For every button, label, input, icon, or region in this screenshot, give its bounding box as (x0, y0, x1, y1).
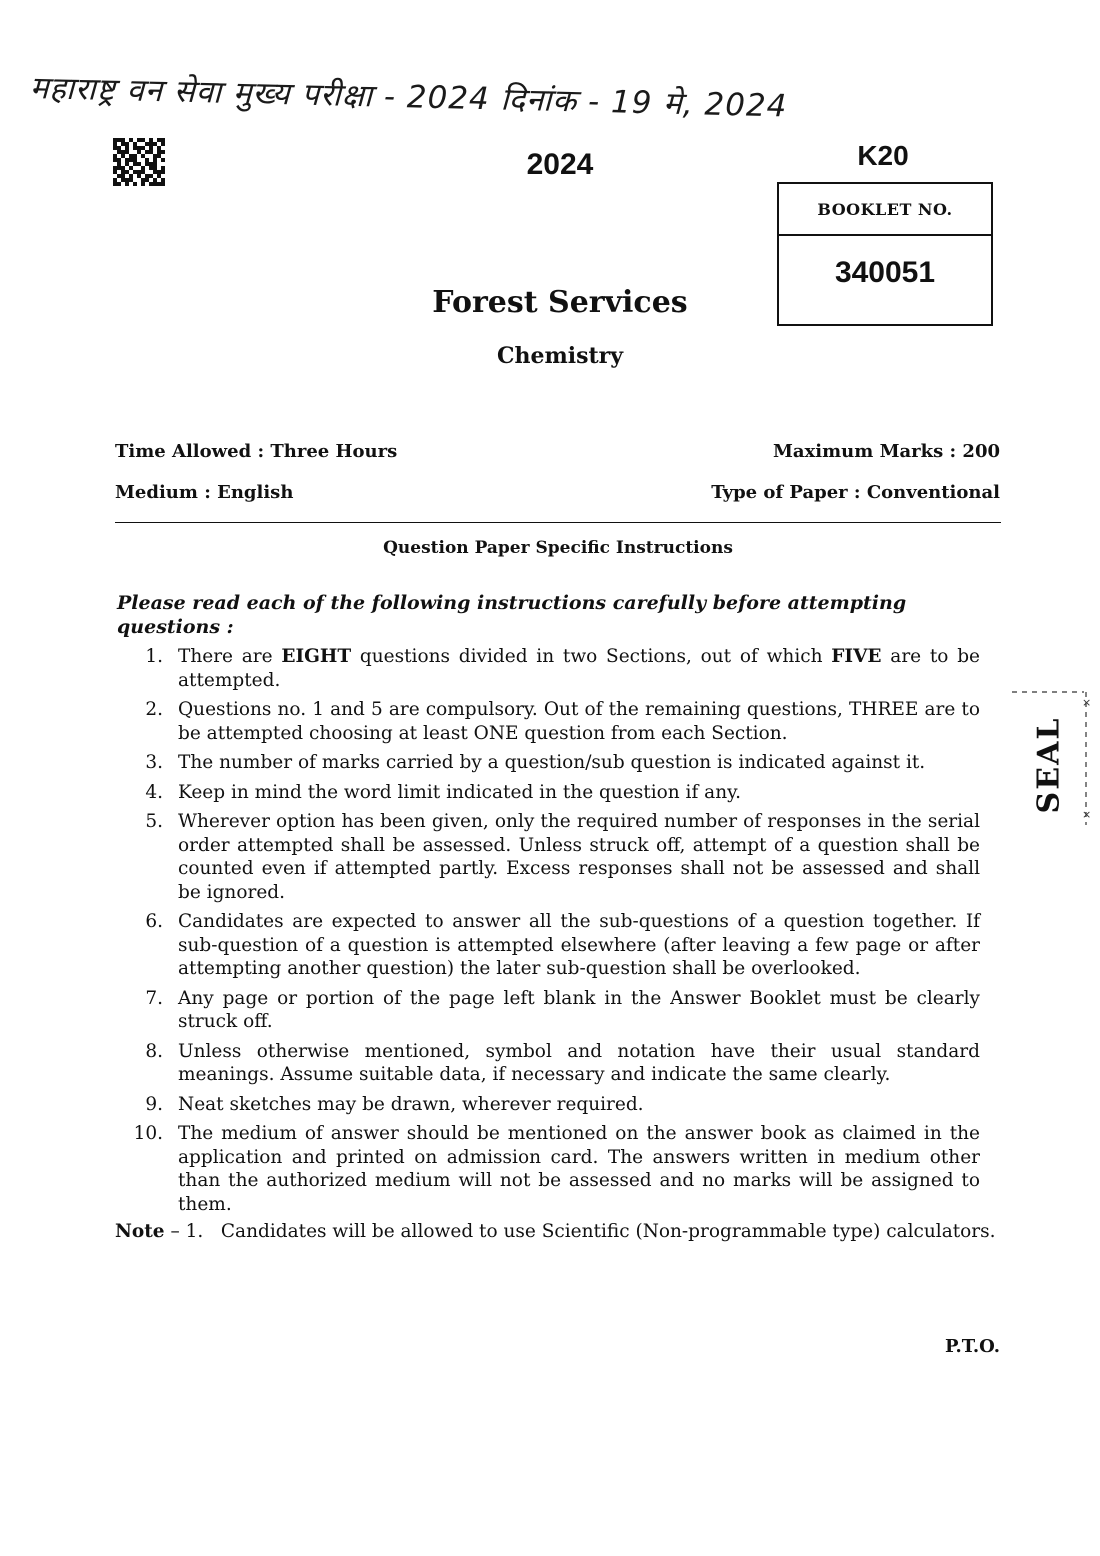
paper-code: K20 (857, 140, 909, 171)
maximum-marks: Maximum Marks : 200 (772, 441, 1000, 462)
exam-title: Forest Services (432, 285, 688, 320)
instructions-list (130, 645, 990, 1222)
medium: Medium : English (115, 482, 294, 503)
booklet-number: 340051 (834, 256, 936, 289)
list-item: 2. Questions no. 1 and 5 are compulsory. Out of the remaining questions, THREE are to be attempted choosing at least ONE question from each Section. (145, 699, 980, 744)
subject-title: Chemistry (496, 343, 624, 369)
list-item: 7. Any page or portion of the page left blank in the Answer Booklet must be clearly struck off. (145, 987, 980, 1032)
calculator-note: Note – 1. Candidates will be allowed to use Scientific (Non-programmable type) calculators. (115, 1221, 996, 1242)
time-allowed: Time Allowed : Three Hours (115, 441, 398, 462)
header-divider (115, 522, 1001, 523)
instructions-intro: Please read each of the following instructions carefully before attempting questions : (117, 592, 907, 638)
list-item: 6. Candidates are expected to answer all the sub-questions of a question together. If sub-question of a question is attempted elsewhere (after leaving a few page or after attempting another question) the later sub-question shall be overlooked. (145, 911, 980, 979)
list-item: 9. Neat sketches may be drawn, wherever required. (145, 1093, 644, 1115)
seal-mark (1023, 690, 1075, 840)
svg-text:×: × (1082, 808, 1092, 821)
handwritten-exam-note: महाराष्ट्र वन सेवा मुख्य परीक्षा - 2024 दिनांक - 19 मे, 2024 (29, 70, 788, 125)
qr-code-icon (113, 137, 165, 187)
list-item: 1. There are EIGHT questions divided in two Sections, out of which FIVE are to be attempted. (145, 646, 980, 691)
exam-year: 2024 (526, 148, 594, 181)
note-text: Candidates will be allowed to use Scientific (Non-programmable type) calculators. (220, 1221, 996, 1242)
note-label: Note (115, 1221, 165, 1242)
list-item: 4. Keep in mind the word limit indicated in the question if any. (145, 781, 742, 803)
list-item: 8. Unless otherwise mentioned, symbol and notation have their usual standard meanings. Assume suitable data, if necessary and indicate the same clearly. (145, 1040, 980, 1085)
booklet-label: BOOKLET NO. (779, 184, 991, 236)
svg-text:×: × (1082, 696, 1092, 709)
list-item: 10. The medium of answer should be mentioned on the answer book as claimed in the application and printed on admission card. The answers written in medium other than the authorized medium will not be assessed and no marks will be assigned to them. (133, 1123, 980, 1215)
paper-type: Type of Paper : Conventional (711, 482, 1000, 503)
list-item: 5. Wherever option has been given, only the required number of responses in the serial order attempted shall be assessed. Unless struck off, attempt of a question shall be counted even if attempted partly. Excess responses shall not be assessed and shall be ignored. (145, 811, 980, 903)
booklet-number-box (777, 182, 993, 326)
list-item: 3. The number of marks carried by a question/sub question is indicated against it. (145, 752, 926, 773)
seal-label: SEAL (1031, 716, 1067, 814)
pto-label: P.T.O. (944, 1336, 1000, 1357)
instructions-heading: Question Paper Specific Instructions (383, 538, 733, 558)
